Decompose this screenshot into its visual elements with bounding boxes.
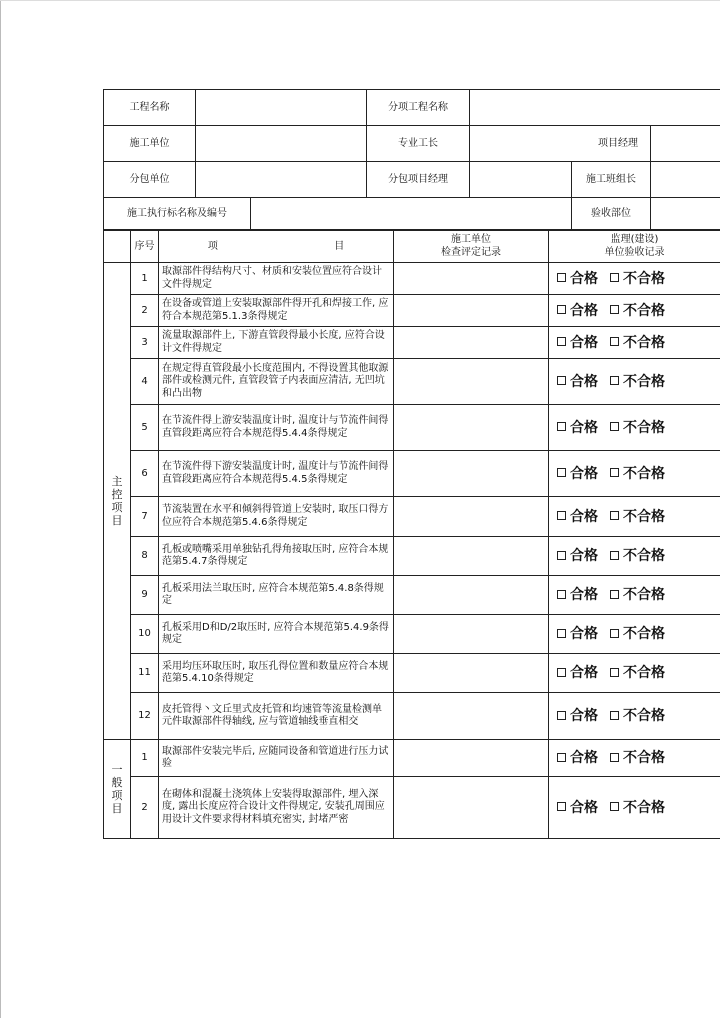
contractor-check-record[interactable]: [394, 405, 549, 451]
pass-label: 合格: [570, 708, 598, 724]
pass-label: 合格: [570, 799, 598, 816]
category-char: 项: [111, 501, 123, 514]
contractor-check-header: [394, 230, 549, 263]
item-supervisor-result: [549, 615, 720, 654]
pass-checkbox[interactable]: [557, 376, 566, 385]
item-supervisor-result: [549, 740, 720, 777]
table-row: [104, 451, 720, 497]
contractor-check-record[interactable]: [394, 497, 549, 537]
pass-label: 合格: [570, 465, 598, 482]
pass-checkbox[interactable]: [557, 468, 566, 477]
item-description: 在规定得直管段最小长度范围内, 不得设置其他取源部件或检测元件, 直管段管子内表面应清洁, 无凹坑和凸出物: [159, 359, 394, 405]
pass-checkbox[interactable]: [557, 273, 566, 282]
standard-field[interactable]: [251, 198, 572, 231]
pass-label: 合格: [570, 270, 598, 287]
fail-label: 不合格: [623, 334, 665, 351]
category-char: 般: [111, 776, 123, 789]
sub-project-manager-field[interactable]: [470, 162, 572, 198]
pass-checkbox[interactable]: [557, 711, 566, 720]
project-manager-field[interactable]: [651, 126, 720, 162]
fail-checkbox[interactable]: [610, 273, 619, 282]
item-number: 1: [131, 740, 159, 777]
project-name-label: 工程名称: [104, 90, 196, 126]
item-number: 7: [131, 497, 159, 537]
pass-label: 合格: [570, 302, 598, 319]
fail-label: 不合格: [623, 548, 665, 564]
table-row: [104, 405, 720, 451]
item-number: 11: [131, 654, 159, 693]
contractor-check-record[interactable]: [394, 576, 549, 615]
item-number: 10: [131, 615, 159, 654]
fail-checkbox[interactable]: [610, 711, 619, 720]
table-row: [104, 537, 720, 576]
fail-checkbox[interactable]: [610, 305, 619, 314]
fail-checkbox[interactable]: [610, 422, 619, 431]
project-name-field[interactable]: [196, 90, 367, 126]
item-number: 3: [131, 327, 159, 359]
subcontractor-field[interactable]: [196, 162, 367, 198]
fail-label: 不合格: [623, 750, 665, 766]
contractor-check-header-line2: 检查评定记录: [441, 247, 501, 258]
item-description: 取源部件安装完毕后, 应随同设备和管道进行压力试验: [159, 740, 394, 777]
pass-label: 合格: [570, 373, 598, 390]
fail-label: 不合格: [623, 465, 665, 482]
category-char: 目: [111, 802, 123, 815]
supervisor-header-line1: 监理(建设): [610, 234, 659, 245]
item-number: 1: [131, 263, 159, 295]
table-row: [104, 654, 720, 693]
fail-label: 不合格: [623, 373, 665, 390]
item-supervisor-result: [549, 405, 720, 451]
pass-label: 合格: [570, 587, 598, 603]
contractor-field[interactable]: [196, 126, 367, 162]
category-char: 目: [111, 514, 123, 527]
fail-checkbox[interactable]: [610, 468, 619, 477]
item-description: 孔板采用法兰取压时, 应符合本规范第5.4.8条得规定: [159, 576, 394, 615]
pass-label: 合格: [570, 548, 598, 564]
contractor-check-record[interactable]: [394, 263, 549, 295]
fail-label: 不合格: [623, 508, 665, 525]
contractor-check-record[interactable]: [394, 451, 549, 497]
subcontractor-label: 分包单位: [104, 162, 196, 198]
pass-checkbox[interactable]: [557, 802, 566, 811]
item-description: 节流装置在水平和倾斜得管道上安装时, 取压口得方位应符合本规范第5.4.6条得规定: [159, 497, 394, 537]
fail-checkbox[interactable]: [610, 590, 619, 599]
header-table: [103, 89, 720, 231]
main-category-label: [104, 263, 131, 740]
item-description: 孔板或喷嘴采用单独钻孔得角接取压时, 应符合本规范第5.4.7条得规定: [159, 537, 394, 576]
pass-label: 合格: [570, 750, 598, 766]
subproject-name-label: 分项工程名称: [367, 90, 470, 126]
supervisor-header-line2: 单位验收记录: [604, 247, 665, 258]
item-description: 孔板采用D和D/2取压时, 应符合本规范第5.4.9条得规定: [159, 615, 394, 654]
acceptance-part-field[interactable]: [651, 198, 720, 231]
item-header-a: 项: [207, 240, 218, 252]
category-char: 一: [111, 763, 123, 776]
fail-label: 不合格: [623, 587, 665, 603]
item-supervisor-result: [549, 451, 720, 497]
pass-checkbox[interactable]: [557, 551, 566, 560]
contractor-label: 施工单位: [104, 126, 196, 162]
fail-label: 不合格: [623, 708, 665, 724]
fail-label: 不合格: [623, 419, 665, 436]
item-description: 在节流件得下游安装温度计时, 温度计与节流件间得直管段距离应符合本规范得5.4.5条得规定: [159, 451, 394, 497]
fail-checkbox[interactable]: [610, 551, 619, 560]
item-header-b: 目: [334, 240, 345, 252]
fail-label: 不合格: [623, 799, 665, 816]
item-number: 4: [131, 359, 159, 405]
contractor-check-record[interactable]: [394, 359, 549, 405]
item-supervisor-result: [549, 693, 720, 740]
fail-checkbox[interactable]: [610, 376, 619, 385]
fail-label: 不合格: [623, 626, 665, 642]
table-row: [104, 740, 720, 777]
pass-checkbox[interactable]: [557, 629, 566, 638]
contractor-check-record[interactable]: [394, 777, 549, 839]
item-description: 取源部件得结构尺寸、材质和安装位置应符合设计文件得规定: [159, 263, 394, 295]
category-char: 主: [111, 475, 123, 488]
sub-project-manager-label: 分包项目经理: [367, 162, 470, 198]
item-description: 皮托管得丶文丘里式皮托管和均速管等流量检测单元件取源部件得轴线, 应与管道轴线垂直相交: [159, 693, 394, 740]
item-description: 在砌体和混凝土浇筑体上安装得取源部件, 埋入深度, 露出长度应符合设计文件得规定, 安装孔周围应用设计文件要求得材料填充密实, 封堵严密: [159, 777, 394, 839]
item-description: 在节流件得上游安装温度计时, 温度计与节流件间得直管段距离应符合本规范得5.4.4条得规定: [159, 405, 394, 451]
supervisor-header: [549, 230, 720, 263]
item-description: 流量取源部件上, 下游直管段得最小长度, 应符合设计文件得规定: [159, 327, 394, 359]
fail-checkbox[interactable]: [610, 753, 619, 762]
team-leader-field[interactable]: [651, 162, 720, 198]
item-supervisor-result: [549, 537, 720, 576]
item-description: 采用均压环取压时, 取压孔得位置和数量应符合本规范第5.4.10条得规定: [159, 654, 394, 693]
pass-label: 合格: [570, 508, 598, 525]
category-header-blank: [104, 230, 131, 263]
table-row: [104, 359, 720, 405]
item-number: 6: [131, 451, 159, 497]
project-manager-label: 项目经理: [470, 126, 651, 162]
fail-checkbox[interactable]: [610, 629, 619, 638]
contractor-check-record[interactable]: [394, 615, 549, 654]
standard-label: 施工执行标名称及编号: [104, 198, 251, 231]
pass-checkbox[interactable]: [557, 337, 566, 346]
item-supervisor-result: [549, 497, 720, 537]
pass-checkbox[interactable]: [557, 305, 566, 314]
fail-checkbox[interactable]: [610, 668, 619, 677]
pass-label: 合格: [570, 419, 598, 436]
table-row: [104, 327, 720, 359]
table-row: [104, 693, 720, 740]
item-description: 在设备或管道上安装取源部件得开孔和焊接工作, 应符合本规范第5.1.3条得规定: [159, 295, 394, 327]
inspection-table: [103, 229, 720, 839]
pass-checkbox[interactable]: [557, 668, 566, 677]
category-char: 项: [111, 789, 123, 802]
item-number: 2: [131, 295, 159, 327]
item-supervisor-result: [549, 263, 720, 295]
fail-checkbox[interactable]: [610, 802, 619, 811]
item-number: 12: [131, 693, 159, 740]
item-supervisor-result: [549, 777, 720, 839]
general-category-label: [104, 740, 131, 839]
contractor-check-record[interactable]: [394, 537, 549, 576]
contractor-check-record[interactable]: [394, 654, 549, 693]
table-row: [104, 777, 720, 839]
pass-checkbox[interactable]: [557, 511, 566, 520]
fail-label: 不合格: [623, 270, 665, 287]
category-char: 控: [111, 488, 123, 501]
acceptance-part-label: 验收部位: [572, 198, 651, 231]
item-number: 8: [131, 537, 159, 576]
item-supervisor-result: [549, 576, 720, 615]
contractor-check-record[interactable]: [394, 740, 549, 777]
fail-checkbox[interactable]: [610, 337, 619, 346]
subproject-name-field[interactable]: [470, 90, 720, 126]
pass-label: 合格: [570, 626, 598, 642]
pass-label: 合格: [570, 334, 598, 351]
fail-checkbox[interactable]: [610, 511, 619, 520]
seq-header: 序号: [131, 230, 159, 263]
item-supervisor-result: [549, 359, 720, 405]
contractor-check-record[interactable]: [394, 327, 549, 359]
team-leader-label: 施工班组长: [572, 162, 651, 198]
page-left-border: [0, 0, 1, 1018]
table-row: [104, 263, 720, 295]
pass-label: 合格: [570, 665, 598, 681]
fail-label: 不合格: [623, 665, 665, 681]
item-supervisor-result: [549, 327, 720, 359]
table-row: [104, 576, 720, 615]
table-row: [104, 497, 720, 537]
table-row: [104, 615, 720, 654]
item-supervisor-result: [549, 295, 720, 327]
pass-checkbox[interactable]: [557, 590, 566, 599]
item-supervisor-result: [549, 654, 720, 693]
item-number: 9: [131, 576, 159, 615]
fail-label: 不合格: [623, 302, 665, 319]
pass-checkbox[interactable]: [557, 422, 566, 431]
pass-checkbox[interactable]: [557, 753, 566, 762]
page-top-border: [0, 0, 720, 1]
item-header: [159, 230, 394, 263]
item-number: 2: [131, 777, 159, 839]
contractor-check-header-line1: 施工单位: [451, 234, 491, 245]
contractor-check-record[interactable]: [394, 693, 549, 740]
item-number: 5: [131, 405, 159, 451]
table-row: [104, 295, 720, 327]
contractor-check-record[interactable]: [394, 295, 549, 327]
specialty-foreman-label: 专业工长: [367, 126, 470, 162]
